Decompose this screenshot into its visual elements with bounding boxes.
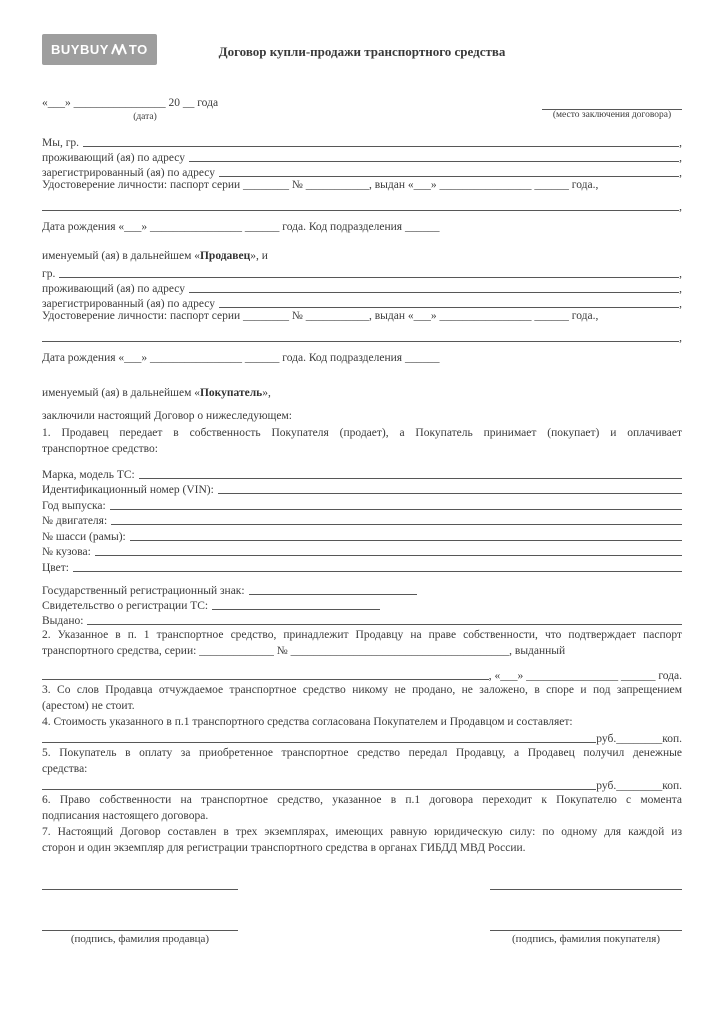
vehicle-vin-blank: [218, 483, 682, 494]
seller-passport-extra-blank: [42, 200, 679, 211]
buyer-residence-label: проживающий (ая) по адресу: [42, 283, 185, 295]
brand-logo-text-right: TO: [128, 42, 148, 57]
reg-plate-label: Государственный регистрационный знак:: [42, 584, 245, 597]
clause-1: [42, 425, 682, 457]
vehicle-make-label: Марка, модель ТС:: [42, 468, 135, 481]
reg-cert-row: [42, 597, 682, 612]
seller-role-suffix: », и: [250, 250, 268, 262]
seller-passport-row: Удостоверение личности: паспорт серии ________ № ___________, выдан «___» ________________ ______ года.,: [42, 179, 599, 191]
vehicle-chassis-blank: [130, 530, 682, 541]
seller-residence-row: [42, 149, 682, 164]
clause-1-line: транспортное средство:: [42, 443, 158, 455]
vehicle-field-row: [42, 496, 682, 512]
vehicle-year-blank: [110, 499, 682, 510]
buyer-role-name: Покупатель: [199, 387, 263, 399]
vehicle-chassis-label: № шасси (рамы):: [42, 530, 126, 543]
buyer-signature-line: [490, 876, 682, 890]
buyer-registered-label: зарегистрированный (ая) по адресу: [42, 298, 215, 310]
brand-logo-text-left: BUYBUY: [51, 42, 109, 57]
comma: ,: [679, 298, 682, 310]
clause-1-line: 1. Продавец передает в собственность Покупателя (продает), а Покупатель принимает (покупает) и оплачивает: [42, 427, 682, 439]
clause-4-line: 4. Стоимость указанного в п.1 транспортного средства согласована Покупателем и Продавцом и составляет:: [42, 715, 573, 728]
clause-2-date-row: [42, 667, 682, 682]
seller-birth-row: Дата рождения «___» ________________ ______ года. Код подразделения ______: [42, 221, 440, 233]
place-blank-line: [542, 97, 682, 110]
comma: ,: [679, 283, 682, 295]
date-place-row: [42, 97, 682, 122]
clause-5-amount-blank: [42, 779, 596, 790]
vehicle-vin-label: Идентификационный номер (VIN):: [42, 484, 214, 496]
seller-signature-line: [42, 876, 238, 890]
seller-name-label: Мы, гр.: [42, 137, 80, 149]
buyer-name-blank: [59, 267, 679, 278]
vehicle-make-blank: [139, 468, 682, 479]
seller-registered-blank: [219, 166, 679, 177]
buyer-signature-caption: (подпись, фамилия покупателя): [511, 932, 660, 945]
seller-name-blank: [83, 136, 679, 147]
vehicle-field-row: [42, 558, 682, 574]
seller-passport-extra-row: [42, 198, 682, 213]
buyer-residence-row: [42, 280, 682, 295]
vehicle-field-row: [42, 512, 682, 528]
comma: ,: [679, 268, 682, 280]
seller-residence-label: проживающий (ая) по адресу: [42, 152, 185, 164]
seller-registered-row: [42, 164, 682, 179]
clause-6-line: подписания настоящего договора.: [42, 809, 209, 822]
seller-signature-caption: (подпись, фамилия продавца): [70, 932, 210, 945]
date-block: [42, 97, 218, 122]
clause-2-line: 2. Указанное в п. 1 транспортное средство, принадлежит Продавцу на праве собственности, что подтверждает паспорт: [42, 628, 682, 641]
seller-residence-blank: [189, 151, 679, 162]
clause-3-line: 3. Со слов Продавца отчуждаемое транспортное средство никому не продано, не заложено, в споре и под запрещением: [42, 683, 682, 696]
date-caption: (дата): [133, 112, 157, 122]
vehicle-field-row: [42, 543, 682, 559]
clause-4-money-suffix: руб.________коп.: [596, 732, 682, 745]
reg-cert-label: Свидетельство о регистрации ТС:: [42, 599, 209, 612]
vehicle-field-row: [42, 465, 682, 481]
comma: ,: [679, 167, 682, 179]
clause-4-amount-blank: [42, 732, 596, 743]
vehicle-fields: [42, 465, 682, 574]
clause-5-money-suffix: руб.________коп.: [596, 779, 682, 792]
buyer-role-suffix: »,: [262, 387, 271, 399]
clause-4-amount-row: [42, 730, 682, 745]
vehicle-engine-label: № двигателя:: [42, 515, 108, 527]
clause-2-issuer-blank: [42, 669, 489, 680]
seller-role-name: Продавец: [199, 250, 251, 262]
buyer-signature-name-line: [490, 917, 682, 931]
clause-4: [42, 714, 682, 730]
vehicle-field-row: [42, 527, 682, 543]
clause-2-date-suffix: , «___» ________________ ______ года.: [488, 669, 682, 682]
clause-2: [42, 627, 682, 659]
reg-cert-blank: [212, 599, 380, 610]
buyer-role-row: [42, 387, 682, 402]
reg-issued-row: [42, 612, 682, 627]
buyer-name-label: гр.: [42, 268, 56, 280]
clause-7: [42, 824, 682, 856]
clause-6-line: 6. Право собственности на транспортное средство, указанное в п.1 договора переходит к Покупателю с момента: [42, 793, 682, 806]
brand-logo: [42, 34, 157, 65]
clause-5-line: 5. Покупатель в оплату за приобретенное транспортное средство передал Продавцу, а Продавец получил денежные: [42, 746, 682, 759]
date-line: «___» ________________ 20 __ года: [42, 97, 219, 109]
vehicle-body-label: № кузова:: [42, 546, 91, 558]
reg-issued-label: Выдано:: [42, 614, 84, 627]
clause-3: [42, 682, 682, 714]
seller-role-prefix: именуемый (ая) в дальнейшем «: [42, 250, 200, 262]
buyer-registered-blank: [219, 297, 679, 308]
comma: ,: [679, 152, 682, 164]
clause-3-line: (арестом) не стоит.: [42, 699, 135, 712]
place-block: [542, 97, 682, 120]
vehicle-engine-blank: [111, 514, 682, 525]
buyer-passport-extra-blank: [42, 331, 679, 342]
seller-registered-label: зарегистрированный (ая) по адресу: [42, 167, 215, 179]
buyer-birth-row: Дата рождения «___» ________________ ______ года. Код подразделения ______: [42, 352, 440, 364]
clause-5-amount-row: [42, 777, 682, 792]
reg-plate-blank: [249, 584, 417, 595]
vehicle-body-blank: [95, 545, 682, 556]
buyer-passport-extra-row: [42, 329, 682, 344]
vehicle-color-blank: [73, 561, 682, 572]
signature-section: [42, 876, 682, 945]
seller-role-row: [42, 250, 682, 265]
seller-signature-name-line: [42, 917, 238, 931]
clause-5-line: средства:: [42, 762, 88, 775]
buyer-role-prefix: именуемый (ая) в дальнейшем «: [42, 387, 200, 399]
reg-plate-row: [42, 582, 682, 597]
seller-signature-block: [42, 876, 238, 945]
document-header: [42, 0, 682, 76]
registration-block: [42, 582, 682, 627]
comma: ,: [679, 332, 682, 344]
clause-5: [42, 745, 682, 777]
av-zigzag-icon: [110, 44, 128, 55]
reg-issued-blank: [87, 614, 682, 625]
buyer-name-row: [42, 265, 682, 280]
clause-7-line: сторон и один экземпляр для регистрации транспортного средства в органах ГИБДД МВД России.: [42, 841, 526, 854]
buyer-signature-block: [490, 876, 682, 945]
comma: ,: [679, 201, 682, 213]
place-caption: (место заключения договора): [552, 110, 672, 120]
clause-2-line: транспортного средства, серии: _____________ № ______________________________________, выданный: [42, 644, 566, 657]
buyer-registered-row: [42, 295, 682, 310]
seller-name-row: [42, 134, 682, 149]
vehicle-year-label: Год выпуска:: [42, 499, 106, 512]
comma: ,: [679, 137, 682, 149]
vehicle-field-row: [42, 481, 682, 497]
conclusion-line: заключили настоящий Договор о нижеследующем:: [42, 410, 292, 422]
vehicle-color-label: Цвет:: [42, 561, 69, 574]
clause-6: [42, 792, 682, 824]
buyer-residence-blank: [189, 282, 679, 293]
clause-7-line: 7. Настоящий Договор составлен в трех экземплярах, имеющих равную юридическую силу: по одному для каждой из: [42, 825, 682, 838]
page-title: Договор купли-продажи транспортного средства: [218, 44, 506, 59]
buyer-passport-row: Удостоверение личности: паспорт серии ________ № ___________, выдан «___» ________________ ______ года.,: [42, 310, 599, 322]
